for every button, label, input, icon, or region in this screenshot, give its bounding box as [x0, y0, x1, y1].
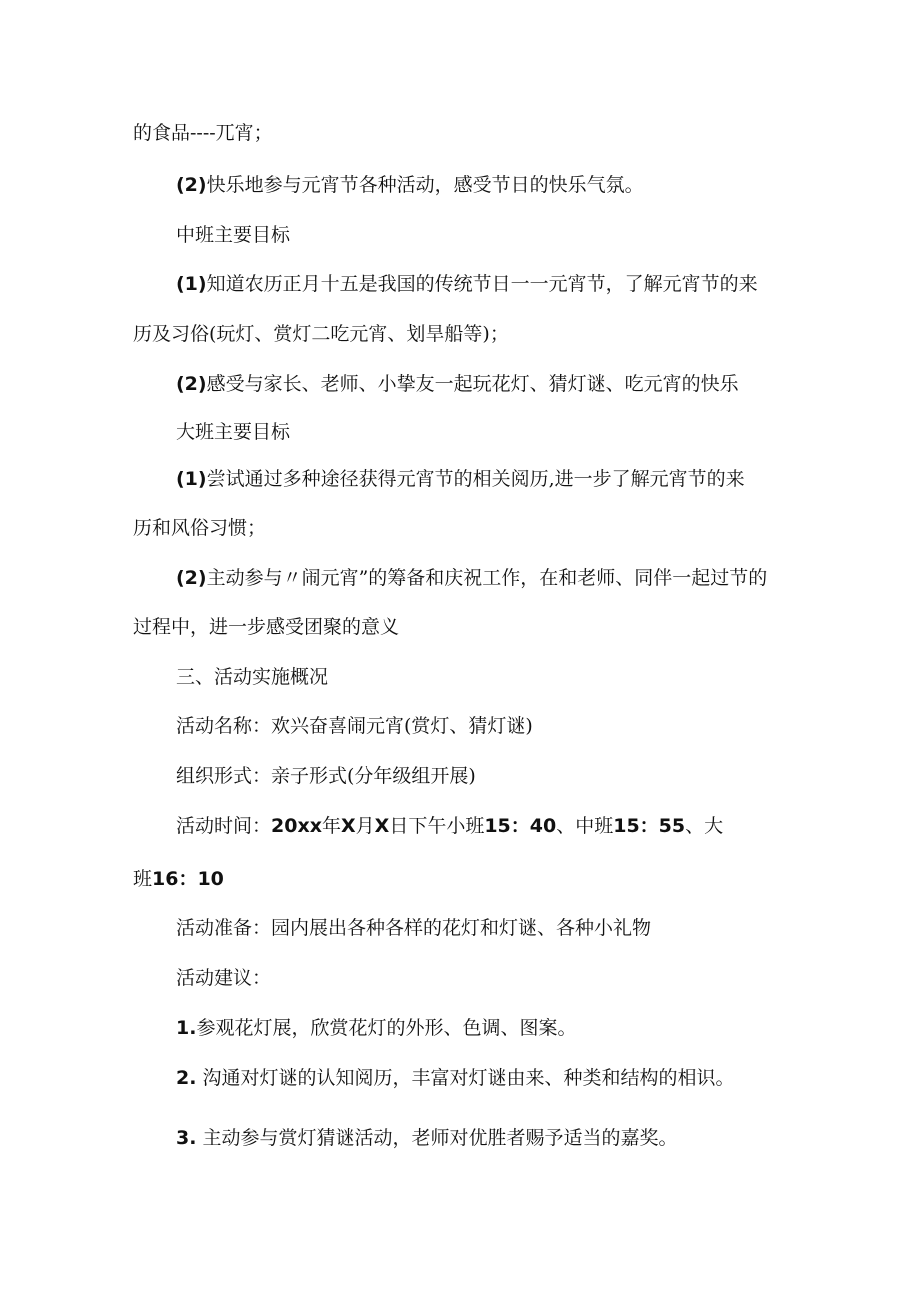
text: 知道农历正月十五是我国的传统节日一一元宵节，了解元宵节的来: [206, 273, 758, 295]
text-line: [133, 321, 509, 347]
text: 、大: [685, 815, 724, 837]
text-line: [133, 614, 399, 640]
text: 活动建议：: [176, 967, 272, 989]
text-line: [176, 466, 745, 492]
text: 三、活动实施概况: [176, 666, 329, 688]
day-placeholder: X: [374, 815, 390, 837]
text: 日下午小班: [389, 815, 485, 837]
text: 组织形式：亲子形式(分年级组开展): [176, 765, 476, 787]
text-line: [176, 172, 644, 198]
text-line: [176, 565, 767, 591]
month-placeholder: X: [340, 815, 356, 837]
text-line: [176, 763, 476, 789]
item-number: (1): [176, 273, 207, 295]
list-item: [176, 1065, 735, 1091]
text: 中班主要目标: [176, 224, 291, 246]
text: 沟通对灯谜的认知阅历，丰富对灯谜由来、种类和结构的相识。: [202, 1067, 735, 1089]
text: 活动名称：欢兴奋喜闹元宵(赏灯、猜灯谜): [176, 715, 533, 737]
text: 过程中，进一步感受团聚的意义: [133, 616, 400, 638]
list-item: [176, 1125, 678, 1151]
text: 历及习俗(玩灯、赏灯二吃元宵、划旱船等)；: [133, 323, 509, 345]
text: 大班主要目标: [176, 421, 291, 443]
text-line: [176, 371, 739, 397]
item-number: 3.: [176, 1127, 197, 1149]
text: 、中班: [556, 815, 614, 837]
text-line: [176, 271, 758, 297]
text-line: [176, 713, 533, 739]
text: 年: [321, 815, 341, 837]
text-line: [133, 515, 266, 541]
time-middle-class: 15：55: [613, 815, 686, 837]
section-heading: [176, 419, 290, 445]
item-number: 1.: [176, 1017, 197, 1039]
text: 快乐地参与元宵节各种活动，感受节日的快乐气氛。: [206, 174, 644, 196]
text: 历和风俗习惯；: [133, 517, 267, 539]
text: 参观花灯展，欣赏花灯的外形、色调、图案。: [196, 1017, 577, 1039]
text: 尝试通过多种途径获得元宵节的相关阅历,进一步了解元宵节的来: [206, 468, 745, 490]
time-small-class: 15：40: [484, 815, 557, 837]
text: 主动参与〃闹元宵”的筹备和庆祝工作，在和老师、同伴一起过节的: [206, 567, 768, 589]
text: 班: [133, 868, 153, 890]
text-line: [176, 965, 271, 991]
section-heading: [176, 222, 290, 248]
text: 的食品----兀宵；: [133, 122, 273, 144]
text: 月: [355, 815, 375, 837]
list-item: [176, 1015, 576, 1041]
item-number: 2.: [176, 1067, 197, 1089]
text-line: [176, 915, 651, 941]
item-number: (1): [176, 468, 207, 490]
text-line: [176, 813, 723, 839]
text: 活动准备：园内展出各种各样的花灯和灯谜、各种小礼物: [176, 917, 652, 939]
text: 主动参与赏灯猜谜活动，老师对优胜者赐予适当的嘉奖。: [202, 1127, 678, 1149]
text-line: [133, 866, 224, 892]
text: 活动时间：: [176, 815, 272, 837]
item-number: (2): [176, 567, 207, 589]
item-number: (2): [176, 373, 207, 395]
text: 感受与家长、老师、小挚友一起玩花灯、猜灯谜、吃元宵的快乐: [206, 373, 739, 395]
text-line: [133, 120, 273, 146]
section-heading: [176, 664, 328, 690]
item-number: (2): [176, 174, 207, 196]
year-number: 20xx: [271, 815, 322, 837]
time-large-class: 16：10: [152, 868, 224, 890]
